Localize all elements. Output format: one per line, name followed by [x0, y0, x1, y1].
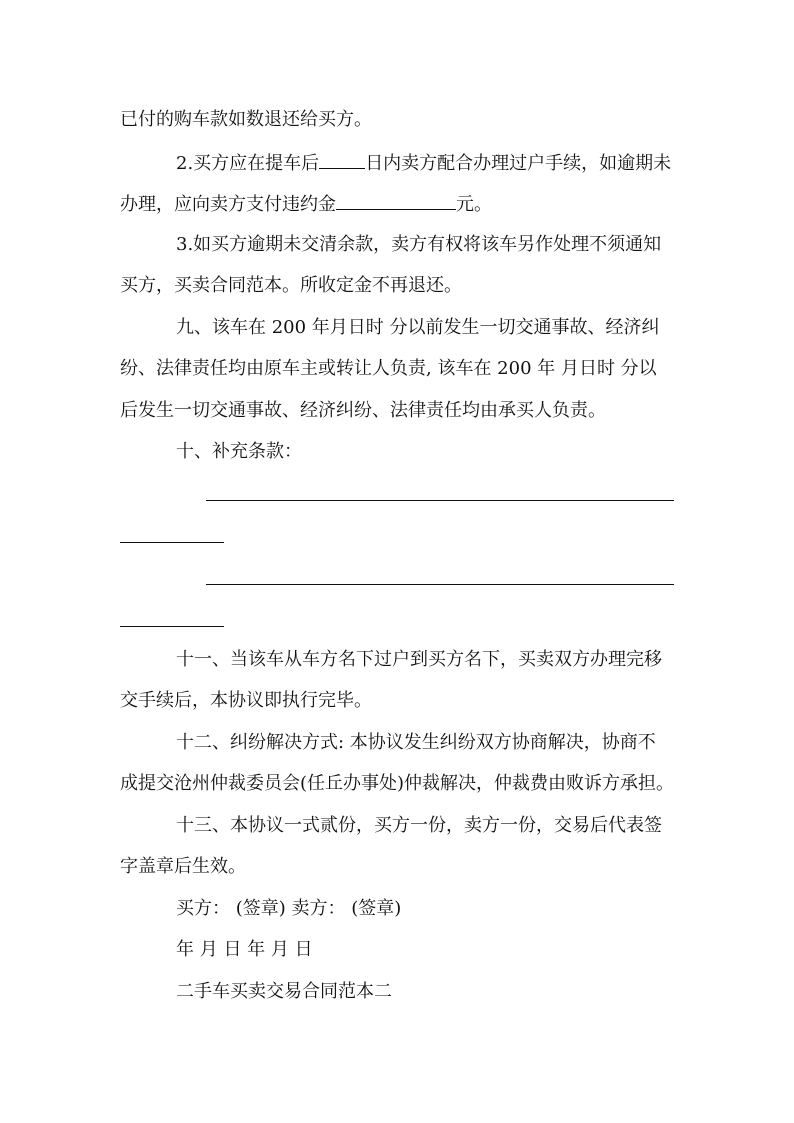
paragraph-line: 成提交沧州仲裁委员会(任丘办事处)仲裁解决，仲裁费由败诉方承担。 — [120, 773, 675, 794]
fill-in-blank — [336, 191, 456, 210]
paragraph-line: 十一、当该车从车方名下过户到买方名下，买卖双方办理完移 — [176, 649, 662, 670]
paragraph-line: 十二、纠纷解决方式: 本协议发生纠纷双方协商解决，协商不 — [176, 732, 656, 753]
blank-line — [120, 626, 224, 627]
fill-in-blank — [319, 150, 365, 169]
paragraph-line: 买方，买卖合同范本。所收定金不再退还。 — [120, 275, 462, 296]
line-text: 2.买方应在提车后 — [176, 153, 320, 174]
date-line: 年 月 日 年 月 日 — [176, 939, 313, 960]
paragraph-line: 十、补充条款： — [176, 441, 302, 462]
paragraph-line: 九、该车在 200 年月日时 分以前发生一切交通事故、经济纠 — [176, 317, 660, 338]
section-title: 二手车买卖交易合同范本二 — [176, 981, 392, 1002]
blank-line — [206, 500, 674, 501]
paragraph-line: 纷、法律责任均由原车主或转让人负责, 该车在 200 年 月日时 分以 — [120, 358, 657, 379]
paragraph-line: 已付的购车款如数退还给买方。 — [120, 109, 372, 130]
paragraph-line: 交手续后，本协议即执行完毕。 — [120, 690, 372, 711]
blank-line — [120, 542, 224, 543]
signature-line: 买方： (签章) 卖方： (签章) — [176, 898, 402, 919]
paragraph-line: 字盖章后生效。 — [120, 856, 246, 877]
paragraph-line: 后发生一切交通事故、经济纠纷、法律责任均由承买人负责。 — [120, 400, 606, 421]
line-text: 元。 — [456, 194, 492, 215]
paragraph-line — [176, 150, 671, 176]
blank-line — [206, 584, 674, 585]
paragraph-line — [120, 191, 492, 217]
paragraph-line: 十三、本协议一式贰份，买方一份，卖方一份，交易后代表签 — [176, 815, 662, 836]
line-text: 日内卖方配合办理过户手续，如逾期未 — [365, 153, 672, 174]
paragraph-line: 3.如买方逾期未交清余款，卖方有权将该车另作处理不须通知 — [176, 234, 662, 255]
line-text: 办理，应向卖方支付违约金 — [120, 194, 336, 215]
